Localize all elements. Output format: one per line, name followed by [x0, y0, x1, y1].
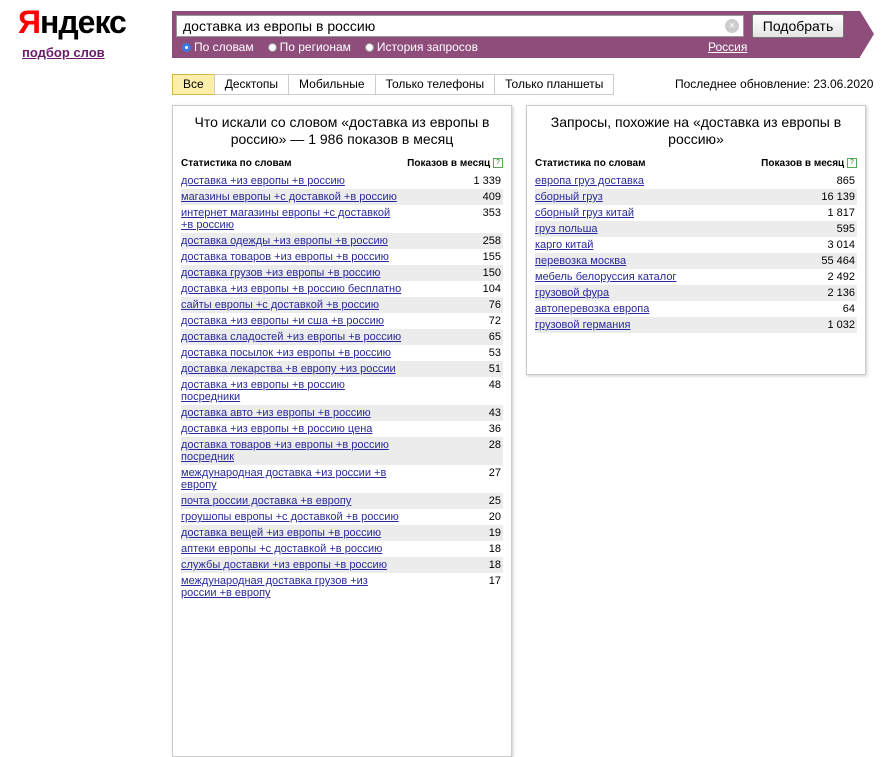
table-row: [181, 189, 503, 205]
query-link[interactable]: доставка лекарства +в европу +из россии: [181, 363, 396, 375]
stats-table: [181, 156, 503, 601]
count-cell: 595: [836, 223, 855, 235]
col-words: Статистика по словам: [535, 158, 646, 169]
table-row: [181, 249, 503, 265]
query-link[interactable]: доставка одежды +из европы +в россию: [181, 235, 388, 247]
table-row: [535, 205, 857, 221]
table-row: [181, 205, 503, 233]
table-row: [181, 265, 503, 281]
count-cell: 353: [482, 207, 501, 219]
query-cell: [181, 313, 403, 329]
table-row: [181, 405, 503, 421]
query-link[interactable]: доставка вещей +из европы +в россию: [181, 527, 381, 539]
count-cell: 51: [488, 363, 501, 375]
query-link[interactable]: сайты европы +с доставкой +в россию: [181, 299, 379, 311]
count-cell: 43: [488, 407, 501, 419]
count-cell: 20: [488, 511, 501, 523]
radio-icon: [365, 43, 374, 52]
table-row: [181, 557, 503, 573]
table-row: [181, 421, 503, 437]
query-cell: [181, 265, 403, 281]
mode-by-regions[interactable]: По регионам: [268, 40, 351, 54]
query-cell: [535, 269, 761, 285]
col-count-label: Показов в месяц: [761, 158, 845, 169]
count-cell: 2 136: [827, 287, 855, 299]
count-cell: 2 492: [827, 271, 855, 283]
table-row: [535, 221, 857, 237]
query-link[interactable]: международная доставка +из россии +в европу: [181, 467, 387, 491]
table-row: [181, 493, 503, 509]
query-link[interactable]: доставка +из европы +в россию посредники: [181, 379, 345, 403]
query-link[interactable]: карго китай: [535, 239, 594, 251]
query-link[interactable]: службы доставки +из европы +в россию: [181, 559, 387, 571]
search-box: [176, 15, 744, 37]
count-cell: 1 339: [473, 175, 501, 187]
count-cell: 48: [488, 379, 501, 391]
tab-desktops[interactable]: Десктопы: [214, 74, 288, 95]
logo-rest: ндекс: [40, 4, 126, 40]
table-row: [181, 281, 503, 297]
query-cell: [535, 189, 761, 205]
query-link[interactable]: интернет магазины европы +с доставкой +в россию: [181, 207, 391, 231]
query-link[interactable]: перевозка москва: [535, 255, 627, 267]
stats-rows: [181, 173, 503, 601]
query-cell: [535, 301, 761, 317]
query-cell: [181, 329, 403, 345]
count-cell: 3 014: [827, 239, 855, 251]
query-link[interactable]: доставка сладостей +из европы +в россию: [181, 331, 402, 343]
count-cell: 19: [488, 527, 501, 539]
query-cell: [535, 285, 761, 301]
query-cell: [181, 297, 403, 313]
col-words: Статистика по словам: [181, 158, 292, 169]
query-link[interactable]: доставка +из европы +в россию: [181, 175, 345, 187]
count-cell: 53: [488, 347, 501, 359]
query-cell: [535, 237, 761, 253]
query-cell: [181, 493, 403, 509]
query-cell: [181, 525, 403, 541]
table-row: [535, 301, 857, 317]
logo-first-letter: Я: [18, 4, 40, 40]
count-cell: 28: [488, 439, 501, 451]
yandex-logo[interactable]: [18, 2, 126, 42]
query-cell: [181, 249, 403, 265]
table-row: [181, 361, 503, 377]
query-link[interactable]: доставка авто +из европы +в россию: [181, 407, 371, 419]
count-cell: 1 032: [827, 319, 855, 331]
table-row: [535, 253, 857, 269]
panel-title: Что искали со словом «доставка из европы в россию» — 1 986 показов в месяц: [194, 114, 490, 147]
col-count: [761, 156, 857, 173]
search-input[interactable]: [177, 16, 719, 36]
search-stats-panel: [172, 105, 512, 757]
count-cell: 55 464: [821, 255, 855, 267]
query-cell: [181, 189, 403, 205]
query-link[interactable]: сборный груз китай: [535, 207, 634, 219]
device-tabs: [172, 74, 614, 95]
query-cell: [181, 421, 403, 437]
table-row: [535, 317, 857, 333]
table-row: [535, 189, 857, 205]
query-cell: [181, 233, 403, 249]
query-cell: [535, 317, 761, 333]
count-cell: 258: [482, 235, 501, 247]
query-link[interactable]: доставка посылок +из европы +в россию: [181, 347, 391, 359]
table-row: [181, 345, 503, 361]
last-updated: Последнее обновление: 23.06.2020: [675, 77, 874, 91]
query-link[interactable]: грузовой фура: [535, 287, 610, 299]
query-link[interactable]: международная доставка грузов +из россии +в европу: [181, 575, 368, 599]
table-row: [535, 285, 857, 301]
query-link[interactable]: доставка +из европы +и сша +в россию: [181, 315, 385, 327]
table-row: [181, 329, 503, 345]
clear-icon[interactable]: ×: [725, 19, 739, 33]
query-link[interactable]: доставка товаров +из европы +в россию: [181, 251, 389, 263]
query-link[interactable]: автоперевозка европа: [535, 303, 650, 315]
count-cell: 104: [482, 283, 501, 295]
query-link[interactable]: мебель белоруссия каталог: [535, 271, 677, 283]
count-cell: 16 139: [821, 191, 855, 203]
help-icon[interactable]: ?: [493, 158, 503, 168]
query-cell: [535, 173, 761, 189]
wordstat-link[interactable]: подбор слов: [22, 45, 105, 60]
query-cell: [535, 253, 761, 269]
query-link[interactable]: грузовой германия: [535, 319, 631, 331]
query-link[interactable]: магазины европы +с доставкой +в россию: [181, 191, 397, 203]
query-link[interactable]: аптеки европы +с доставкой +в россию: [181, 543, 383, 555]
query-link[interactable]: европа груз доставка: [535, 175, 645, 187]
query-link[interactable]: доставка товаров +из европы +в россию посредник: [181, 439, 389, 463]
tab-all[interactable]: Все: [172, 74, 214, 95]
query-cell: [181, 405, 403, 421]
query-cell: [181, 377, 403, 405]
count-cell: 76: [488, 299, 501, 311]
count-cell: 72: [488, 315, 501, 327]
tab-mobile[interactable]: Мобильные: [288, 74, 375, 95]
similar-table: [535, 156, 857, 333]
count-cell: 150: [482, 267, 501, 279]
query-cell: [535, 221, 761, 237]
query-cell: [181, 509, 403, 525]
search-bar-arrow: [860, 11, 874, 57]
mode-by-words[interactable]: По словам: [182, 40, 254, 54]
query-cell: [181, 281, 403, 297]
table-row: [181, 313, 503, 329]
query-cell: [535, 205, 761, 221]
query-link[interactable]: сборный груз: [535, 191, 603, 203]
query-link[interactable]: гроушопы европы +с доставкой +в россию: [181, 511, 399, 523]
tab-phones[interactable]: Только телефоны: [375, 74, 495, 95]
count-cell: 36: [488, 423, 501, 435]
query-cell: [181, 361, 403, 377]
count-cell: 409: [482, 191, 501, 203]
query-cell: [181, 437, 403, 465]
table-row: [181, 541, 503, 557]
query-cell: [181, 573, 403, 601]
count-cell: 865: [836, 175, 855, 187]
table-row: [181, 465, 503, 493]
query-cell: [181, 173, 403, 189]
table-row: [535, 173, 857, 189]
panel-title: Запросы, похожие на «доставка из европы в россию»: [550, 114, 842, 147]
radio-icon: [268, 43, 277, 52]
similar-queries-panel: [526, 105, 866, 375]
table-row: [181, 173, 503, 189]
table-row: [181, 525, 503, 541]
query-link[interactable]: груз польша: [535, 223, 598, 235]
table-row: [535, 237, 857, 253]
query-link[interactable]: почта россии доставка +в европу: [181, 495, 352, 507]
table-row: [181, 509, 503, 525]
similar-rows: [535, 173, 857, 333]
tab-tablets[interactable]: Только планшеты: [494, 74, 614, 95]
help-icon[interactable]: ?: [847, 158, 857, 168]
query-link[interactable]: доставка +из европы +в россию бесплатно: [181, 283, 402, 295]
col-count: [403, 156, 503, 173]
query-cell: [181, 465, 403, 493]
query-cell: [181, 557, 403, 573]
count-cell: 18: [488, 543, 501, 555]
query-cell: [181, 205, 403, 233]
count-cell: 64: [842, 303, 855, 315]
col-count-label: Показов в месяц: [407, 158, 491, 169]
query-link[interactable]: доставка +из европы +в россию цена: [181, 423, 373, 435]
query-cell: [181, 345, 403, 361]
table-row: [181, 437, 503, 465]
table-row: [181, 573, 503, 601]
count-cell: 17: [488, 575, 501, 587]
table-row: [181, 233, 503, 249]
region-link[interactable]: Россия: [708, 40, 748, 54]
radio-checked-icon: [182, 43, 191, 52]
count-cell: 25: [488, 495, 501, 507]
query-link[interactable]: доставка грузов +из европы +в россию: [181, 267, 381, 279]
count-cell: 27: [488, 467, 501, 479]
table-row: [535, 269, 857, 285]
query-cell: [181, 541, 403, 557]
search-mode-group: [182, 40, 478, 54]
find-button[interactable]: Подобрать: [752, 14, 844, 38]
table-row: [181, 377, 503, 405]
count-cell: 65: [488, 331, 501, 343]
mode-history[interactable]: История запросов: [365, 40, 478, 54]
count-cell: 155: [482, 251, 501, 263]
count-cell: 18: [488, 559, 501, 571]
table-row: [181, 297, 503, 313]
count-cell: 1 817: [827, 207, 855, 219]
